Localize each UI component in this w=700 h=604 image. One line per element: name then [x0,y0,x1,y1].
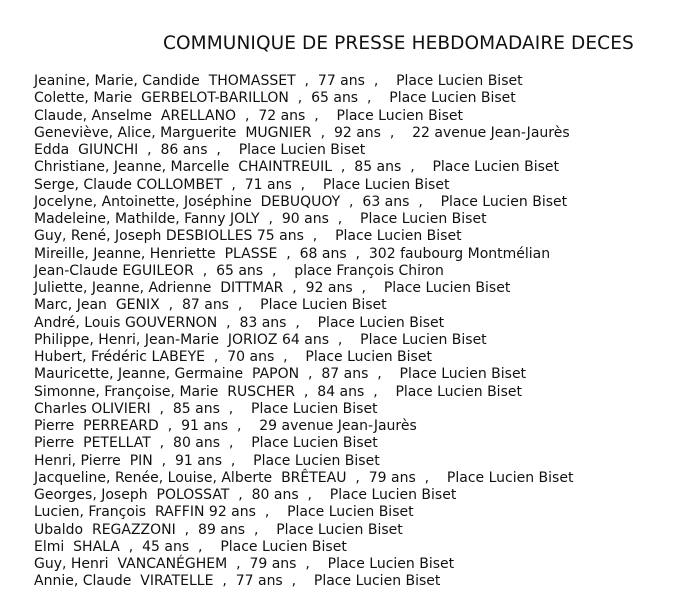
surname: DEBUQUOY [260,193,341,210]
age: 84 ans [317,383,365,400]
list-item: Mireille, Jeanne, Henriette PLASSE , 68 ans , 302 faubourg Montmélian [34,245,551,262]
address: Place Lucien Biset [432,159,559,176]
surname: BRÊTEAU [281,469,347,486]
list-item: Madeleine, Mathilde, Fanny JOLY , 90 ans , Place Lucien Biset [34,211,487,227]
given-names: Georges, Joseph [34,487,148,503]
list-item: Elmi SHALA , 45 ans , Place Lucien Biset [34,538,347,555]
address: Place Lucien Biset [360,331,487,348]
age: 72 ans [258,107,306,124]
address: 29 avenue Jean-Jaurès [259,418,417,434]
given-names: Mireille, Jeanne, Henriette [34,245,216,262]
given-names: Marc, Jean [34,297,107,314]
address: 22 avenue Jean-Jaurès [412,124,570,141]
age: 83 ans [239,314,287,331]
given-names: Jocelyne, Antoinette, Joséphine [34,193,252,210]
list-item: Juliette, Jeanne, Adrienne DITTMAR , 92 ans , Place Lucien Biset [34,280,511,296]
list-item: Jacqueline, Renée, Louise, Alberte BRÊTEAU , 79 ans , Place Lucien Biset [34,469,574,486]
given-names: Colette, Marie [34,90,133,107]
address: Place Lucien Biset [287,504,414,521]
age: 92 ans [208,504,256,521]
list-item: Henri, Pierre PIN , 91 ans , Place Lucien Biset [34,452,380,469]
surname: VIRATELLE [140,573,214,590]
surname: OLIVIERI [91,400,151,417]
age: 80 ans [173,435,221,452]
age: 85 ans [172,400,220,417]
list-item: Jean-Claude EGUILEOR , 65 ans , place François Chiron [34,262,444,279]
given-names: Christiane, Jeanne, Marcelle [34,159,230,176]
address: Place Lucien Biset [322,176,450,193]
surname: CHAINTREUIL [238,159,333,176]
given-names: Pierre [34,418,75,434]
address: Place Lucien Biset [335,228,462,245]
given-names: Charles [34,400,87,417]
address: Place Lucien Biset [313,573,441,590]
age: 77 ans [317,73,365,89]
list-item: Guy, Henri VANCANÉGHEM , 79 ans , Place Lucien Biset [34,556,455,572]
given-names: Ubaldo [34,521,84,538]
age: 71 ans [244,176,292,193]
list-item: Hubert, Frédéric LABEYE , 70 ans , Place Lucien Biset [34,349,432,365]
age: 87 ans [181,297,229,314]
address: Place Lucien Biset [220,538,347,555]
surname: LABEYE [151,349,205,365]
address: 302 faubourg Montmélian [368,245,551,262]
given-names: Hubert, Frédéric [34,349,147,365]
age: 92 ans [333,124,381,141]
address: Place Lucien Biset [305,349,432,365]
age: 80 ans [251,487,299,503]
age: 68 ans [299,245,347,262]
death-notice-list [34,73,573,591]
address: Place Lucien Biset [383,280,511,296]
surname: MUGNIER [245,124,312,141]
surname: PLASSE [224,245,278,262]
address: Place Lucien Biset [327,556,455,572]
given-names: Guy, Henri [34,556,109,572]
address: Place Lucien Biset [329,487,457,503]
surname: THOMASSET [208,73,296,89]
list-item: Christiane, Jeanne, Marcelle CHAINTREUIL , 85 ans , Place Lucien Biset [34,159,559,176]
list-item: Edda GIUNCHI , 86 ans , Place Lucien Biset [34,142,366,158]
surname: COLLOMBET [136,176,223,193]
age: 79 ans [249,556,297,572]
surname: RUSCHER [227,383,296,400]
list-item: Jeanine, Marie, Candide THOMASSET , 77 ans , Place Lucien Biset [34,73,523,89]
surname: DESBIOLLES [165,228,253,245]
given-names: Jacqueline, Renée, Louise, Alberte [34,469,273,486]
age: 65 ans [311,90,359,107]
address: Place Lucien Biset [260,297,387,314]
age: 87 ans [321,366,369,383]
address: Place Lucien Biset [360,211,487,227]
given-names: Juliette, Jeanne, Adrienne [34,280,212,296]
given-names: Annie, Claude [34,573,132,590]
list-item: Pierre PERREARD , 91 ans , 29 avenue Jean-Jaurès [34,418,417,434]
surname: EGUILEOR [122,262,194,279]
list-item: Guy, René, Joseph DESBIOLLES 75 ans , Place Lucien Biset [34,228,462,245]
address: Place Lucien Biset [389,90,516,107]
address: Place Lucien Biset [317,314,445,331]
list-item: Lucien, François RAFFIN 92 ans , Place Lucien Biset [34,504,414,521]
surname: GERBELOT-BARILLON [141,90,289,107]
given-names: Mauricette, Jeanne, Germaine [34,366,244,383]
age: 65 ans [216,262,264,279]
age: 90 ans [281,211,329,227]
given-names: Pierre [34,435,75,452]
list-item: Marc, Jean GENIX , 87 ans , Place Lucien Biset [34,297,387,314]
given-names: Philippe, Henri, Jean-Marie [34,331,219,348]
age: 45 ans [142,538,190,555]
address: Place Lucien Biset [251,435,378,452]
address: Place Lucien Biset [276,521,403,538]
surname: DITTMAR [220,280,284,296]
age: 70 ans [227,349,275,365]
surname: GOUVERNON [124,314,218,331]
surname: PIN [129,452,153,469]
age: 77 ans [235,573,283,590]
surname: PERREARD [83,418,159,434]
address: Place Lucien Biset [440,193,568,210]
page-title: COMMUNIQUE DE PRESSE HEBDOMADAIRE DECES [163,33,634,54]
address: Place Lucien Biset [396,73,523,89]
given-names: Simonne, Françoise, Marie [34,383,219,400]
list-item: Georges, Joseph POLOSSAT , 80 ans , Place Lucien Biset [34,487,457,503]
age: 92 ans [305,280,353,296]
surname: ARELLANO [160,107,237,124]
age: 79 ans [368,469,416,486]
list-item: Colette, Marie GERBELOT-BARILLON , 65 ans , Place Lucien Biset [34,90,516,107]
given-names: Claude, Anselme [34,107,153,124]
surname: JORIOZ [227,331,278,348]
surname: GENIX [115,297,160,314]
given-names: Serge, Claude [34,176,133,193]
surname: PAPON [252,366,300,383]
list-item: Annie, Claude VIRATELLE , 77 ans , Place Lucien Biset [34,573,441,590]
given-names: Edda [34,142,70,158]
address: Place Lucien Biset [399,366,527,383]
surname: VANCANÉGHEM [117,556,228,572]
age: 91 ans [175,452,223,469]
given-names: Lucien, François [34,504,147,521]
age: 63 ans [362,193,410,210]
given-names: Geneviève, Alice, Marguerite [34,124,237,141]
list-item: Simonne, Françoise, Marie RUSCHER , 84 ans , Place Lucien Biset [34,383,522,400]
age: 85 ans [354,159,402,176]
age: 89 ans [198,521,246,538]
list-item: Jocelyne, Antoinette, Joséphine DEBUQUOY , 63 ans , Place Lucien Biset [34,193,568,210]
given-names: Madeleine, Mathilde, Fanny [34,211,226,227]
list-item: Serge, Claude COLLOMBET , 71 ans , Place Lucien Biset [34,176,450,193]
given-names: Guy, René, Joseph [34,228,162,245]
age: 75 ans [256,228,304,245]
address: Place Lucien Biset [336,107,464,124]
address: place François Chiron [294,262,444,279]
surname: POLOSSAT [156,487,230,503]
surname: REGAZZONI [91,521,176,538]
list-item: Claude, Anselme ARELLANO , 72 ans , Place Lucien Biset [34,107,464,124]
list-item: Philippe, Henri, Jean-Marie JORIOZ 64 ans , Place Lucien Biset [34,331,487,348]
surname: RAFFIN [155,504,205,521]
list-item: Ubaldo REGAZZONI , 89 ans , Place Lucien Biset [34,521,403,538]
address: Place Lucien Biset [395,383,522,400]
age: 86 ans [160,142,208,158]
surname: SHALA [73,538,120,555]
given-names: Henri, Pierre [34,452,121,469]
list-item: Charles OLIVIERI , 85 ans , Place Lucien Biset [34,400,378,417]
address: Place Lucien Biset [446,469,574,486]
address: Place Lucien Biset [238,142,366,158]
list-item: André, Louis GOUVERNON , 83 ans , Place Lucien Biset [34,314,445,331]
given-names: Jean-Claude [34,262,118,279]
address: Place Lucien Biset [253,452,380,469]
given-names: Jeanine, Marie, Candide [34,73,200,89]
surname: JOLY [229,211,260,227]
age: 91 ans [181,418,229,434]
given-names: Elmi [34,538,65,555]
surname: PETELLAT [83,435,151,452]
list-item: Pierre PETELLAT , 80 ans , Place Lucien Biset [34,435,378,452]
list-item: Mauricette, Jeanne, Germaine PAPON , 87 ans , Place Lucien Biset [34,366,527,383]
surname: GIUNCHI [78,142,139,158]
given-names: André, Louis [34,314,121,331]
age: 64 ans [281,331,329,348]
address: Place Lucien Biset [251,400,378,417]
list-item: Geneviève, Alice, Marguerite MUGNIER , 92 ans , 22 avenue Jean-Jaurès [34,124,570,141]
